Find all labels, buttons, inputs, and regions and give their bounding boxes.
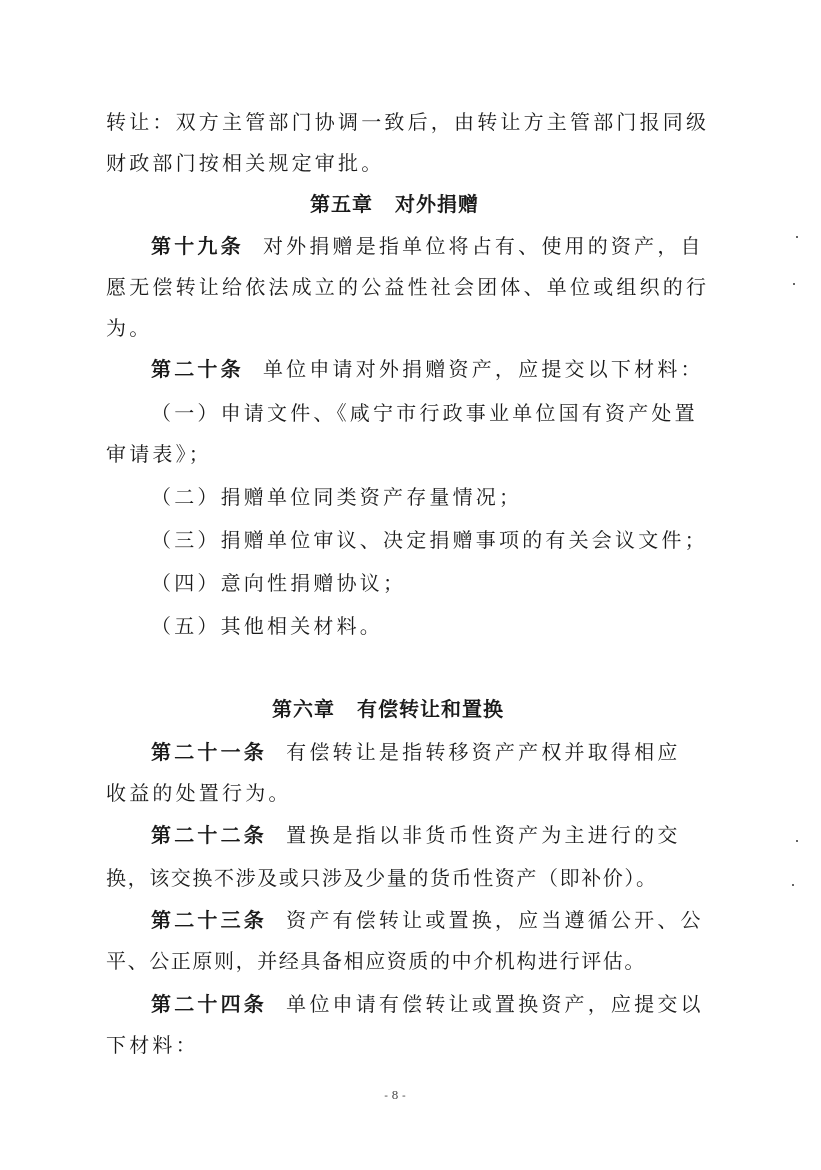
article-first-line <box>151 990 704 1018</box>
paragraph-line: 平、公正原则，并经具备相应资质的中介机构进行评估。 <box>106 949 646 973</box>
paragraph-line: 愿无偿转让给依法成立的公益性社会团体、单位或组织的行 <box>106 275 710 299</box>
article-number: 第二十四条 <box>151 992 267 1016</box>
list-item: （四）意向性捐赠协议； <box>151 571 407 595</box>
article-text: 置换是指以非货币性资产为主进行的交 <box>286 823 681 847</box>
scan-speck <box>796 236 798 238</box>
scan-speck <box>792 884 794 886</box>
article-number: 第十九条 <box>151 234 244 258</box>
article-first-line <box>151 821 681 849</box>
chapter-heading <box>310 190 479 218</box>
chapter-number: 第五章 <box>310 192 373 216</box>
article-text: 有偿转让是指转移资产产权并取得相应 <box>286 740 681 764</box>
article-number: 第二十三条 <box>151 908 267 932</box>
chapter-heading <box>272 695 504 723</box>
article-text: 对外捐赠是指单位将占有、使用的资产，自 <box>262 234 704 258</box>
article-text: 单位申请有偿转让或置换资产，应提交以 <box>286 992 704 1016</box>
list-item: （三）捐赠单位审议、决定捐赠事项的有关会议文件； <box>151 528 708 552</box>
list-item-continuation: 审请表》； <box>106 442 212 466</box>
page-number: - 8 - <box>384 1089 406 1102</box>
paragraph-line: 下材料： <box>106 1033 199 1057</box>
paragraph-line: 换，该交换不涉及或只涉及少量的货币性资产（即补价）。 <box>106 866 658 890</box>
list-item: （五）其他相关材料。 <box>151 614 383 638</box>
paragraph-line: 收益的处置行为。 <box>106 781 292 805</box>
list-item: （一）申请文件、《咸宁市行政事业单位国有资产处置 <box>151 401 698 425</box>
article-first-line <box>151 232 704 260</box>
article-first-line <box>151 906 704 934</box>
article-first-line <box>151 355 704 383</box>
paragraph-line: 转让：双方主管部门协调一致后，由转让方主管部门报同级 <box>106 110 710 134</box>
chapter-title: 有偿转让和置换 <box>357 697 504 721</box>
article-number: 第二十条 <box>151 357 244 381</box>
article-first-line <box>151 738 681 766</box>
chapter-number: 第六章 <box>272 697 335 721</box>
article-number: 第二十二条 <box>151 823 267 847</box>
scan-speck <box>796 840 798 842</box>
list-item: （二）捐赠单位同类资产存量情况； <box>151 485 523 509</box>
article-number: 第二十一条 <box>151 740 267 764</box>
paragraph-line: 为。 <box>106 316 153 340</box>
article-text: 资产有偿转让或置换，应当遵循公开、公 <box>286 908 704 932</box>
scan-speck <box>793 283 795 285</box>
article-text: 单位申请对外捐赠资产，应提交以下材料： <box>262 357 704 381</box>
paragraph-line: 财政部门按相关规定审批。 <box>106 151 385 175</box>
chapter-title: 对外捐赠 <box>395 192 479 216</box>
